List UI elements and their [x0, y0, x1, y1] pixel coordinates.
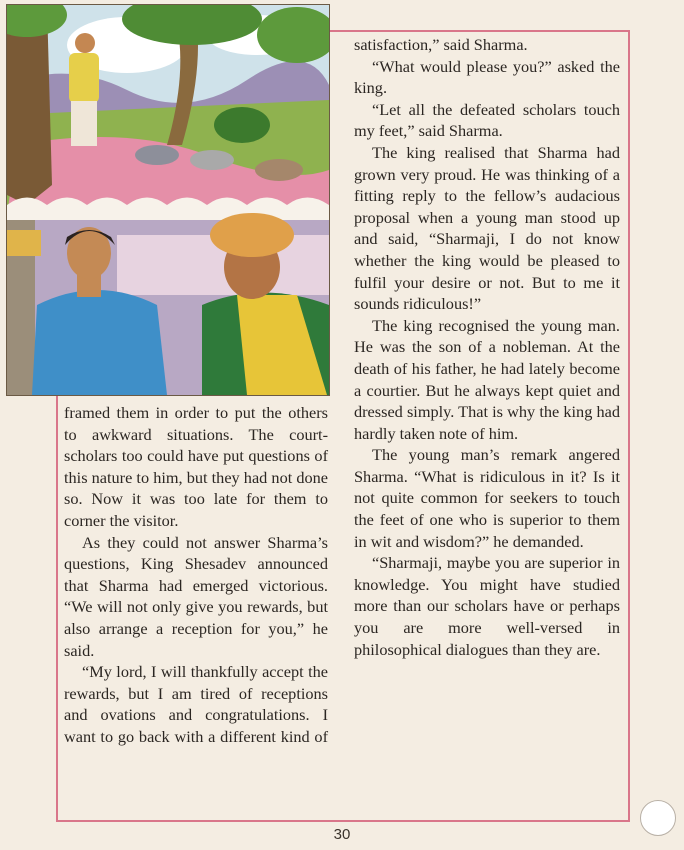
- paragraph: The young man’s remark angered Sharma. “What is ridiculous in it? Is it not quite common for seekers to touch the feet of one who is superior to them in wit and wisdom?” he demanded.: [354, 445, 620, 551]
- paragraph: The king realised that Sharma had grown very proud. He was thinking of a fitting reply to the fellow’s audacious proposal when a young man stood up and said, “Sharmaji, I do not know whether the king would be pleased to fulfil your desire or not. But to me it sounds ridiculous!”: [354, 142, 620, 314]
- frame-line-bottom: [56, 820, 630, 822]
- paragraph: framed them in order to put the others to awkward situations. The court-scholars too could have put questions of this nature to him, but they had not done so. Now it was too late for them to corner the visitor.: [64, 403, 328, 530]
- page-number: 30: [333, 826, 351, 843]
- library-stamp-icon: [640, 800, 676, 836]
- story-illustration: [6, 4, 330, 396]
- paragraph: As they could not answer Sharma’s questions, King Shesadev announced that Sharma had emerged victorious. “We will not only give you rewards, but also arrange a reception for you,” he said.: [64, 532, 328, 660]
- text-column-right: [354, 34, 620, 660]
- text-column-left: [64, 402, 328, 748]
- frame-line-left: [56, 395, 58, 820]
- paragraph: “My lord, I will thankfully accept the rewards, but I am tired of receptions and ovations and congratulations. I want to go back with a different kind of: [64, 662, 328, 746]
- paragraph: “Let all the defeated scholars touch my feet,” said Sharma.: [354, 99, 620, 141]
- paragraph: “What would please you?” asked the king.: [354, 56, 620, 98]
- frame-line-top: [330, 30, 630, 32]
- paragraph: satisfaction,” said Sharma.: [354, 35, 528, 54]
- paragraph: The king recognised the young man. He was the son of a nobleman. At the death of his father, he had lately become a courtier. But he always kept quiet and dressed simply. That is why the king had hardly taken note of him.: [354, 315, 620, 443]
- frame-line-right: [628, 30, 630, 820]
- paragraph: “Sharmaji, maybe you are superior in knowledge. You might have studied more than our scholars have or perhaps you are more well-versed in philosophical dialogues than they are.: [354, 553, 620, 659]
